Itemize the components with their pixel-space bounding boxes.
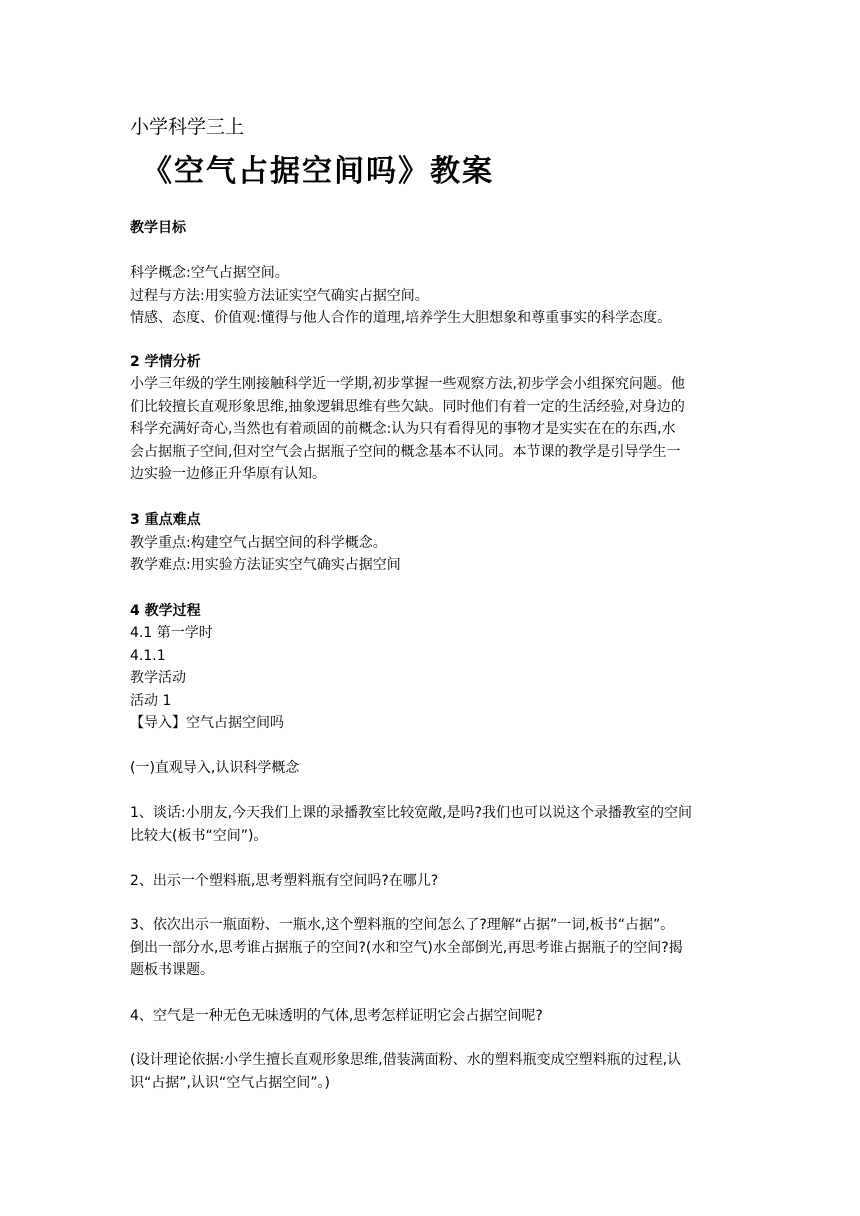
analysis-heading: 2 学情分析 <box>130 354 201 370</box>
process-line: 教学活动 <box>130 670 186 686</box>
analysis-line: 们比较擅长直观形象思维,抽象逻辑思维有些欠缺。同时他们有着一定的生活经验,对身边的 <box>130 399 685 415</box>
key-points-heading: 3 重点难点 <box>130 512 201 528</box>
goal-item: 过程与方法:用实验方法证实空气确实占据空间。 <box>130 288 429 304</box>
key-point-item: 教学重点:构建空气占据空间的科学概念。 <box>130 535 387 551</box>
design-note-line: (设计理论依据:小学生擅长直观形象思维,借装满面粉、水的塑料瓶变成空塑料瓶的过程,认 <box>130 1052 682 1068</box>
process-line: 4.1.1 <box>130 648 166 664</box>
subject-label: 小学科学三上 <box>130 116 245 138</box>
step-line: 1、谈话:小朋友,今天我们上课的录播教室比较宽敞,是吗?我们也可以说这个录播教室的空间 <box>130 805 692 821</box>
step-line: 比较大(板书“空间”)。 <box>130 828 268 844</box>
analysis-line: 小学三年级的学生刚接触科学近一学期,初步掌握一些观察方法,初步学会小组探究问题。他 <box>130 376 685 392</box>
analysis-line: 边实验一边修正升华原有认知。 <box>130 466 326 482</box>
process-line: 【导入】空气占据空间吗 <box>130 715 284 731</box>
analysis-line: 会占据瓶子空间,但对空气会占据瓶子空间的概念基本不认同。本节课的教学是引导学生一 <box>130 444 681 460</box>
goals-heading: 教学目标 <box>130 220 186 236</box>
step-line: 3、依次出示一瓶面粉、一瓶水,这个塑料瓶的空间怎么了?理解“占据”一词,板书“占据”。 <box>130 917 675 933</box>
analysis-line: 科学充满好奇心,当然也有着顽固的前概念:认为只有看得见的事物才是实实在在的东西,水 <box>130 421 676 437</box>
step-line: 4、空气是一种无色无味透明的气体,思考怎样证明它会占据空间呢? <box>130 1008 543 1024</box>
goal-item: 情感、态度、价值观:懂得与他人合作的道理,培养学生大胆想象和尊重事实的科学态度。 <box>130 310 672 326</box>
design-note-line: 识“占据”,认识“空气占据空间”。) <box>130 1075 330 1091</box>
step-line: 倒出一部分水,思考谁占据瓶子的空间?(水和空气)水全部倒光,再思考谁占据瓶子的空间?揭 <box>130 940 683 956</box>
page-title: 《空气占据空间吗》教案 <box>142 154 494 189</box>
step-line: 2、出示一个塑料瓶,思考塑料瓶有空间吗?在哪儿? <box>130 873 439 889</box>
goal-item: 科学概念:空气占据空间。 <box>130 265 289 281</box>
section-heading: (一)直观导入,认识科学概念 <box>130 760 300 776</box>
process-line: 活动 1 <box>130 693 172 709</box>
key-point-item: 教学难点:用实验方法证实空气确实占据空间 <box>130 557 401 573</box>
process-heading: 4 教学过程 <box>130 603 201 619</box>
process-line: 4.1 第一学时 <box>130 625 213 641</box>
step-line: 题板书课题。 <box>130 962 214 978</box>
